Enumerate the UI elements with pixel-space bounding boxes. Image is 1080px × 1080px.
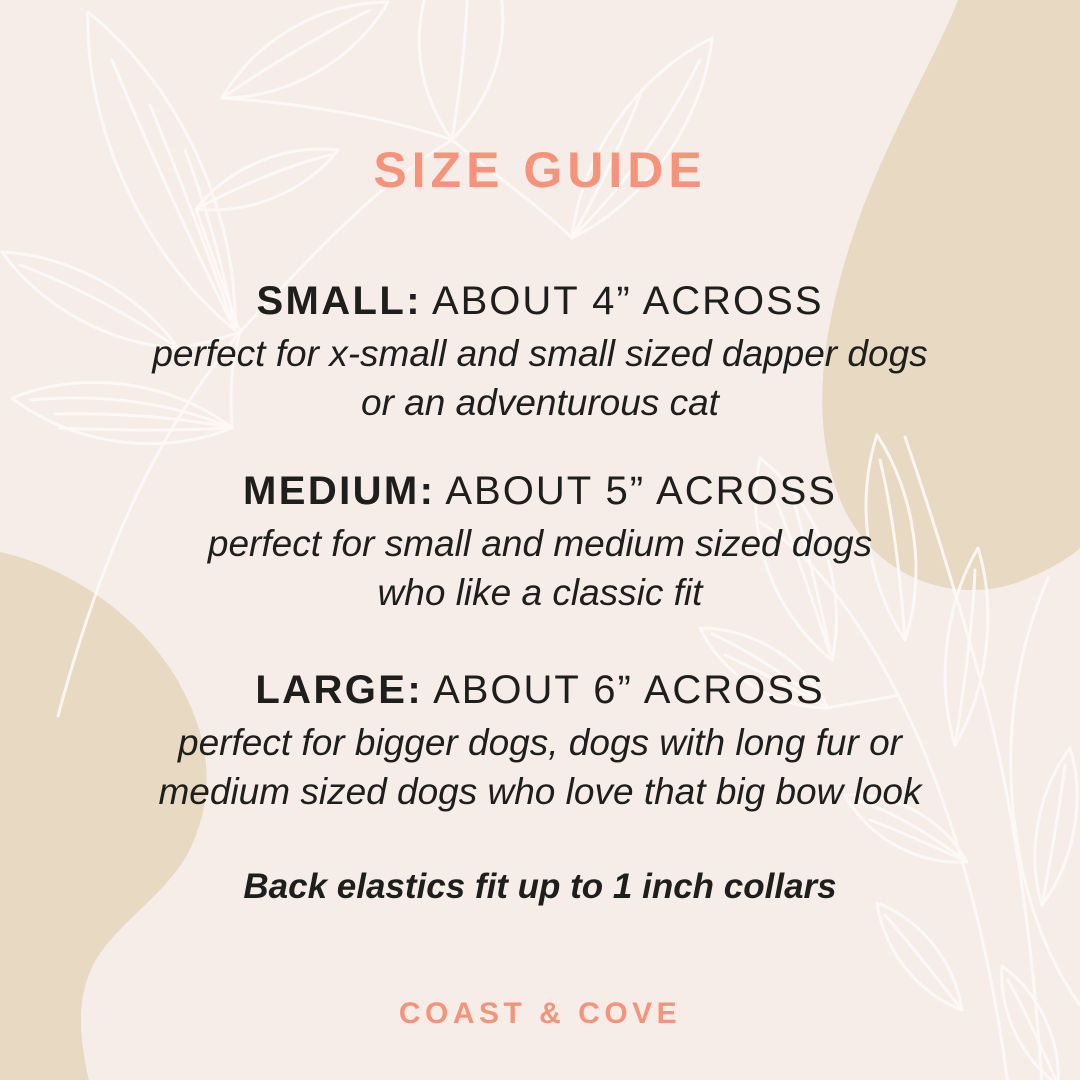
description-line: or an adventurous cat <box>361 382 719 423</box>
size-section-large <box>0 668 1080 816</box>
description-line: who like a classic fit <box>377 572 703 613</box>
size-spec: ABOUT 4” ACROSS <box>431 279 824 323</box>
size-section-small <box>0 279 1080 427</box>
size-spec: ABOUT 5” ACROSS <box>445 469 837 513</box>
description-line: perfect for bigger dogs, dogs with long fur or <box>178 722 902 763</box>
size-heading-small <box>0 279 1080 323</box>
elastic-note: Back elastics fit up to 1 inch collars <box>243 867 837 906</box>
size-label: SMALL: <box>256 279 422 323</box>
size-description-large <box>0 718 1080 816</box>
size-label: LARGE: <box>255 668 424 712</box>
description-line: perfect for small and medium sized dogs <box>207 523 873 564</box>
description-line: perfect for x-small and small sized dapper dogs <box>152 333 928 374</box>
page-title: SIZE GUIDE <box>373 142 707 198</box>
size-description-small <box>0 329 1080 427</box>
description-line: medium sized dogs who love that big bow look <box>158 771 922 812</box>
size-label: MEDIUM: <box>243 469 436 513</box>
size-heading-large <box>0 668 1080 712</box>
brand-name: COAST & COVE <box>398 997 682 1030</box>
size-section-medium <box>0 469 1080 617</box>
size-spec: ABOUT 6” ACROSS <box>433 668 825 712</box>
size-description-medium <box>0 519 1080 617</box>
size-heading-medium <box>0 469 1080 513</box>
